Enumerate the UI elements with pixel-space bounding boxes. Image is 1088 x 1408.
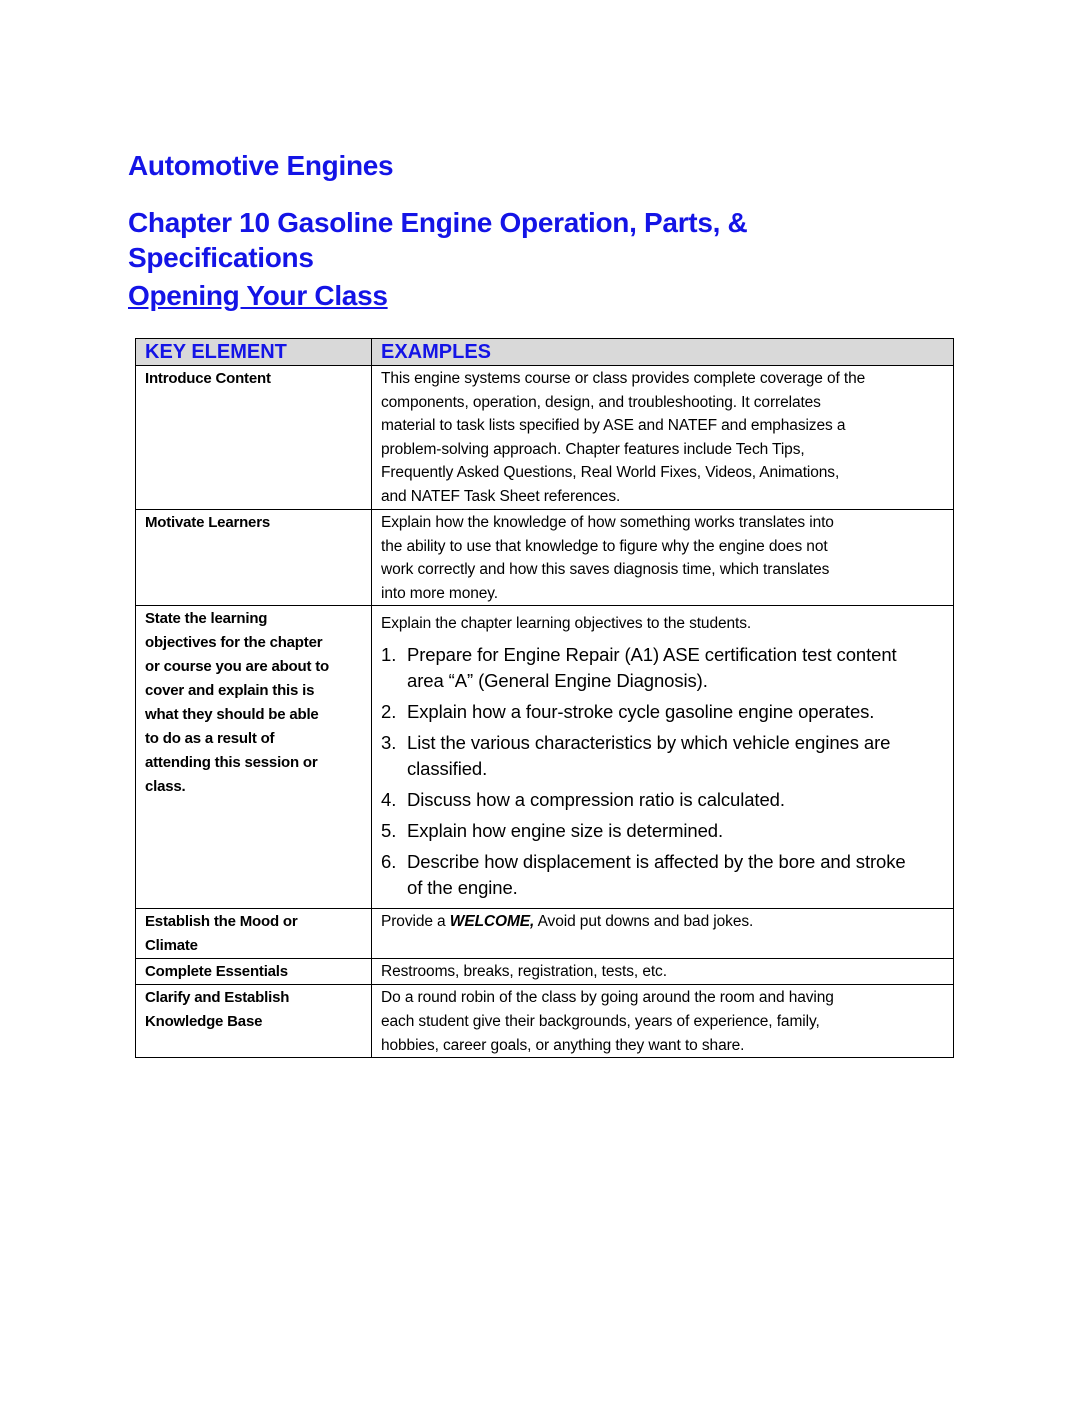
key-line: Complete Essentials: [145, 963, 288, 981]
example-line: the ability to use that knowledge to figure why the engine does not: [381, 537, 828, 555]
chapter-title-line: Specifications: [128, 242, 314, 273]
example-text: Avoid put downs and bad jokes.: [534, 913, 754, 931]
example-line: material to task lists specified by ASE and NATEF and emphasizes a: [381, 417, 846, 435]
table-row: [136, 606, 954, 909]
table-row: [136, 909, 954, 959]
chapter-title-line: Chapter 10 Gasoline Engine Operation, Parts, &: [128, 207, 748, 238]
example-cell: [372, 606, 954, 909]
objective-line: Prepare for Engine Repair (A1) ASE certification test content: [407, 643, 897, 665]
key-elements-table: [135, 338, 954, 1058]
example-line: hobbies, career goals, or anything they want to share.: [381, 1036, 745, 1054]
key-element-cell: [136, 959, 372, 985]
example-cell: [372, 985, 954, 1058]
key-line: attending this session or: [145, 754, 318, 772]
welcome-emphasis: WELCOME,: [449, 913, 535, 931]
objective-item: [381, 730, 945, 782]
key-line: Introduce Content: [145, 370, 271, 387]
example-line: Explain how the knowledge of how something works translates into: [381, 514, 834, 531]
document-title: Automotive Engines: [128, 150, 394, 181]
objective-number: 1.: [381, 643, 397, 665]
objective-item: [381, 642, 945, 694]
objective-line: Describe how displacement is affected by the bore and stroke: [407, 850, 906, 872]
example-cell: [372, 510, 954, 606]
example-line: problem-solving approach. Chapter features include Tech Tips,: [381, 440, 805, 458]
example-line: each student give their backgrounds, years of experience, family,: [381, 1012, 820, 1030]
key-line: State the learning: [145, 610, 268, 628]
key-line: Climate: [145, 937, 198, 955]
key-line: Knowledge Base: [145, 1013, 263, 1031]
example-text: Provide a: [381, 913, 450, 931]
objective-line: classified.: [407, 757, 488, 779]
example-cell: [372, 909, 954, 959]
section-heading: Opening Your Class: [128, 280, 388, 311]
example-line: Explain the chapter learning objectives to the students.: [381, 615, 752, 633]
table-row: [136, 985, 954, 1058]
key-line: cover and explain this is: [145, 682, 315, 700]
objective-item: [381, 699, 945, 725]
objective-line: of the engine.: [407, 876, 518, 898]
objective-line: Discuss how a compression ratio is calculated.: [407, 788, 785, 810]
column-header-examples: EXAMPLES: [372, 339, 954, 366]
example-line: into more money.: [381, 584, 498, 602]
example-line: Restrooms, breaks, registration, tests, etc.: [381, 963, 667, 981]
example-line: work correctly and how this saves diagnosis time, which translates: [381, 561, 830, 579]
objective-item: [381, 818, 945, 844]
example-cell: [372, 959, 954, 985]
objective-number: 6.: [381, 850, 397, 872]
example-line: This engine systems course or class provides complete coverage of the: [381, 370, 866, 387]
chapter-title: [128, 205, 747, 275]
table-row: [136, 959, 954, 985]
key-line: class.: [145, 778, 186, 796]
key-line: objectives for the chapter: [145, 634, 323, 652]
example-line: Frequently Asked Questions, Real World Fixes, Videos, Animations,: [381, 464, 840, 482]
objective-line: Explain how engine size is determined.: [407, 819, 724, 841]
table-row: [136, 510, 954, 606]
key-line: Motivate Learners: [145, 514, 270, 531]
objective-line: area “A” (General Engine Diagnosis).: [407, 669, 708, 691]
objective-item: [381, 849, 945, 901]
key-element-cell: [136, 985, 372, 1058]
key-element-cell: [136, 909, 372, 959]
example-line: Do a round robin of the class by going around the room and having: [381, 989, 834, 1007]
table-row: [136, 366, 954, 510]
example-cell: [372, 366, 954, 510]
key-line: or course you are about to: [145, 658, 329, 676]
objectives-list: [381, 642, 945, 901]
objective-item: [381, 787, 945, 813]
objective-number: 3.: [381, 731, 397, 753]
key-line: to do as a result of: [145, 730, 275, 748]
key-line: Clarify and Establish: [145, 989, 290, 1007]
column-header-key-element: KEY ELEMENT: [136, 339, 372, 366]
objective-number: 4.: [381, 788, 397, 810]
example-line: and NATEF Task Sheet references.: [381, 487, 621, 505]
objective-number: 2.: [381, 700, 397, 722]
objective-line: List the various characteristics by which vehicle engines are: [407, 731, 891, 753]
key-element-cell: [136, 366, 372, 510]
key-element-cell: [136, 510, 372, 606]
objective-line: Explain how a four-stroke cycle gasoline engine operates.: [407, 700, 875, 722]
key-line: Establish the Mood or: [145, 913, 298, 931]
key-element-cell: [136, 606, 372, 909]
table-header-row: [136, 339, 954, 366]
objective-number: 5.: [381, 819, 397, 841]
example-line: components, operation, design, and troubleshooting. It correlates: [381, 393, 821, 411]
key-line: what they should be able: [145, 706, 319, 724]
